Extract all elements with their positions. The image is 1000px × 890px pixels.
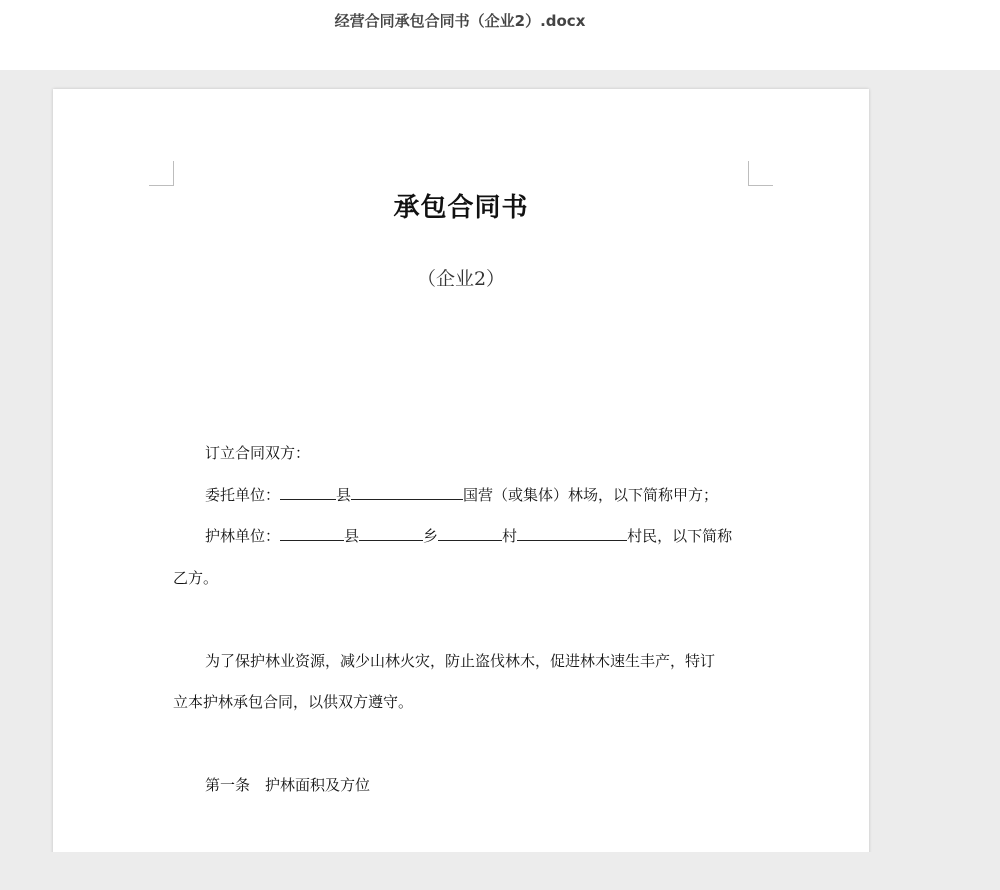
article-heading: 第一条 护林面积及方位 xyxy=(205,776,371,794)
fill-blank xyxy=(280,484,336,500)
party-b-suffix: 村民，以下简称 xyxy=(627,527,733,545)
purpose-paragraph-line: 为了保护林业资源，减少山林火灾，防止盗伐林木，促进林木速生丰产，特订 xyxy=(205,652,716,670)
party-a-line xyxy=(173,484,785,505)
party-b-township: 乡 xyxy=(423,527,439,545)
title-bar xyxy=(0,0,1000,70)
party-b-county: 县 xyxy=(344,527,360,545)
document-subheading: （企业2） xyxy=(416,268,506,290)
party-b-label: 护林单位： xyxy=(205,527,281,545)
party-b-village: 村 xyxy=(502,527,518,545)
purpose-paragraph-line: 立本护林承包合同，以供双方遵守。 xyxy=(173,693,414,711)
fill-blank xyxy=(517,525,627,541)
parties-intro: 订立合同双方： xyxy=(205,444,311,462)
fill-blank xyxy=(280,525,344,541)
party-a-suffix: 国营（或集体）林场，以下简称甲方； xyxy=(463,486,719,504)
party-b-continuation: 乙方。 xyxy=(173,569,219,587)
party-b-line xyxy=(173,525,785,546)
margin-corner-mark xyxy=(149,161,174,186)
document-heading: 承包合同书 xyxy=(393,193,529,223)
fill-blank xyxy=(351,484,463,500)
document-page xyxy=(53,89,869,889)
fill-blank xyxy=(438,525,502,541)
bottom-bar xyxy=(0,852,1000,890)
margin-corner-mark xyxy=(748,161,773,186)
party-a-label: 委托单位： xyxy=(205,486,281,504)
document-filename: 经营合同承包合同书（企业2）.docx xyxy=(334,12,586,30)
fill-blank xyxy=(359,525,423,541)
party-a-county: 县 xyxy=(336,486,352,504)
